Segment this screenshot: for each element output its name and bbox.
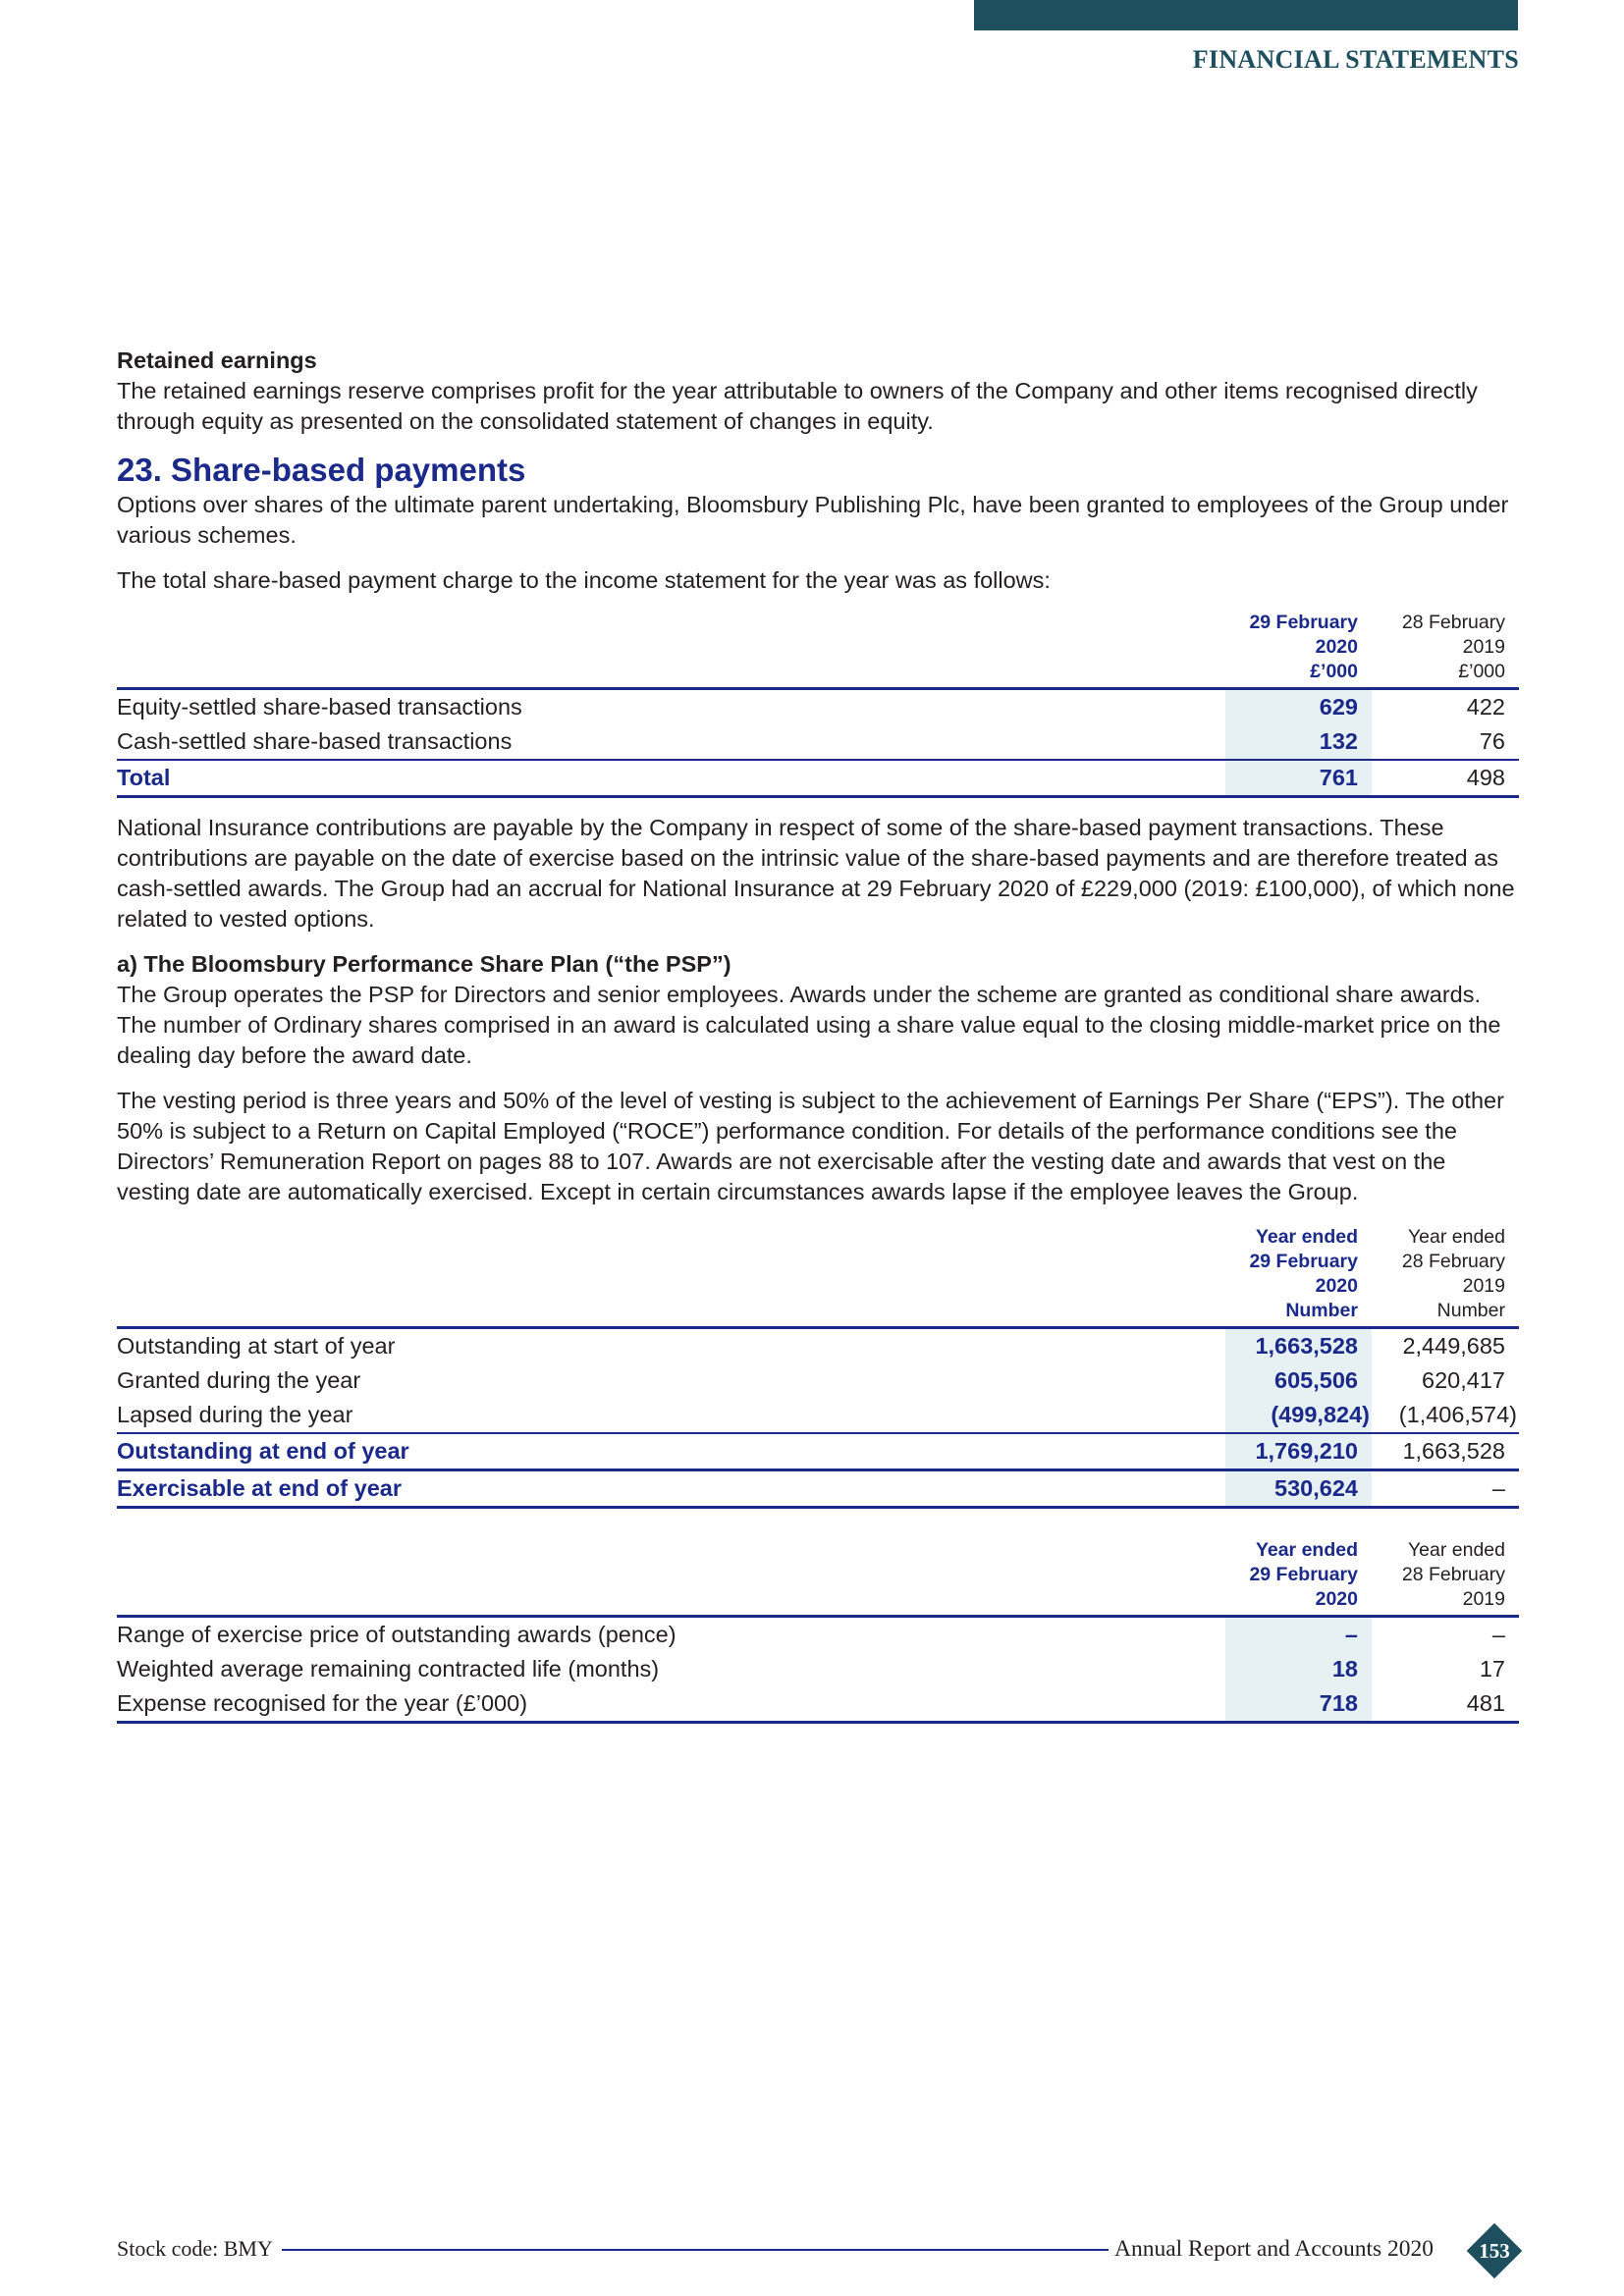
table-row: Granted during the year 605,506 620,417 [117,1363,1519,1398]
outstanding-end-row: Outstanding at end of year 1,769,210 1,663,528 [117,1433,1519,1470]
table-row: Outstanding at start of year 1,663,528 2,449,685 [117,1328,1519,1364]
table-header-row [117,611,1519,689]
table-header-row [117,1225,1519,1328]
page-content [117,346,1519,1724]
exercisable-end-row: Exercisable at end of year 530,624 – [117,1470,1519,1508]
sbp-charge-lead: The total share-based payment charge to the income statement for the year was as follows: [117,567,1051,593]
share-based-charge-table [117,611,1519,798]
table-header-row [117,1538,1519,1617]
table-row: Weighted average remaining contracted life (months) 18 17 [117,1652,1519,1686]
total-row: Total 761 498 [117,760,1519,797]
prior-year-header: Year ended 28 February 2019 Number [1401,1226,1505,1321]
retained-earnings-heading: Retained earnings [117,347,317,373]
section-label: FINANCIAL STATEMENTS [1192,45,1519,74]
page-number: 153 [1479,2239,1510,2263]
report-title: Annual Report and Accounts 2020 [1114,2236,1435,2262]
psp-paragraph-2: The vesting period is three years and 50% of the level of vesting is subject to the achievement of Earnings Per Share (“EPS”). The other 50% is subject to a Return on Capital Employed (“ROCE”) performance condition. For details of the performance conditions see the Directors’ Remuneration Report on pages 88 to 107. Awards are not exercisable after the vesting date and awards that vest on the vesting date are automatically exercised. Except in certain circumstances awards lapse if the employee leaves the Group. [117,1088,1504,1204]
footer-rule [282,2249,1109,2251]
page-number-badge [1472,2228,1517,2273]
table-row: Expense recognised for the year (£’000) 718 481 [117,1686,1519,1723]
current-year-header: Year ended 29 February 2020 [1249,1539,1358,1610]
retained-earnings-text: The retained earnings reserve comprises profit for the year attributable to owners of the Company and other items recognised directly through equity as presented on the consolidated statement of changes in equity. [117,378,1478,434]
table-row: Lapsed during the year (499,824) (1,406,574) [117,1398,1519,1433]
current-year-header: Year ended 29 February 2020 Number [1249,1226,1358,1321]
psp-paragraph-1: The Group operates the PSP for Directors and senior employees. Awards under the scheme are granted as conditional share awards. The number of Ordinary shares comprised in an award is calculated using a share value equal to the closing middle-market price on the dealing day before the award date. [117,982,1501,1068]
table-row: Cash-settled share-based transactions 132 76 [117,724,1519,760]
psp-summary-table [117,1538,1519,1724]
ni-note: National Insurance contributions are payable by the Company in respect of some of the share-based payment transactions. These contributions are payable on the date of exercise based on the intrinsic value of the share-based payments and are therefore treated as cash-settled awards. The Group had an accrual for National Insurance at 29 February 2020 of £229,000 (2019: £100,000), of which none related to vested options. [117,815,1515,932]
prior-year-header: Year ended 28 February 2019 [1401,1539,1505,1610]
prior-year-header: 28 February 2019 £’000 [1401,612,1505,682]
header-color-bar [974,0,1518,30]
table-row: Equity-settled share-based transactions 629 422 [117,689,1519,725]
psp-awards-table [117,1225,1519,1509]
psp-heading: a) The Bloomsbury Performance Share Plan (“the PSP”) [117,951,731,977]
current-year-header: 29 February 2020 £’000 [1249,612,1358,682]
section-title: 23. Share-based payments [117,452,526,488]
stock-code: Stock code: BMY [117,2236,273,2261]
sbp-intro: Options over shares of the ultimate parent undertaking, Bloomsbury Publishing Plc, have been granted to employees of the Group under various schemes. [117,492,1509,548]
table-row: Range of exercise price of outstanding awards (pence) – – [117,1617,1519,1653]
page-footer [117,2226,1519,2273]
